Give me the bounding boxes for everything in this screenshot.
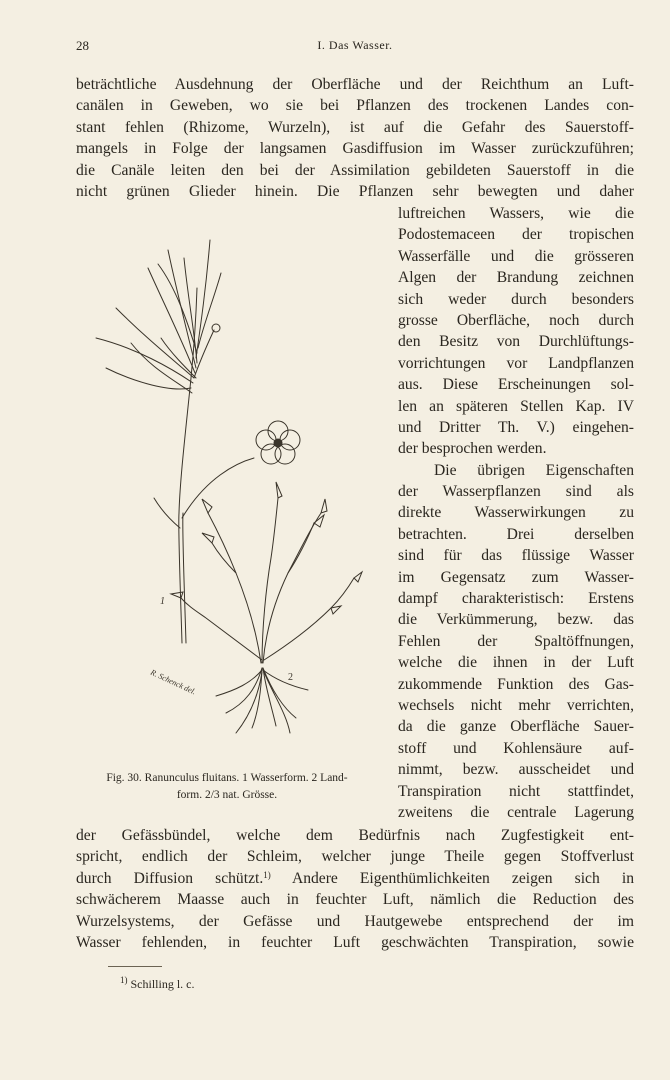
- footnote-marker: 1): [120, 975, 128, 985]
- text-line: Wurzelsystems, der Gefässe und Hautgewebe entsprechend der im: [76, 912, 634, 930]
- page-header: [76, 38, 634, 58]
- text-line: welche die ihnen in der Luft: [398, 654, 634, 672]
- text-line: sind für das flüssige Wasser: [398, 547, 634, 565]
- text-line: Wasserfälle und die grösseren: [398, 247, 634, 265]
- figure-label-2: 2: [288, 672, 293, 683]
- footnote-divider: [108, 966, 162, 967]
- top-paragraph: [76, 74, 634, 202]
- caption-line: form. 2/3 nat. Grösse.: [176, 789, 278, 801]
- text-line: den Besitz von Durchlüftungs-: [398, 333, 634, 351]
- text-line: die Verkümmerung, bezw. das: [398, 611, 634, 629]
- artist-signature: R. Schenck del.: [149, 667, 198, 697]
- text-line: der Wasserpflanzen sind als: [398, 483, 634, 501]
- text-line: nimmt, bezw. ausscheidet und: [398, 761, 634, 779]
- text-line: wechsels nicht mehr verrichten,: [398, 696, 634, 714]
- text-line: grosse Oberfläche, noch durch: [398, 311, 634, 329]
- page-number: 28: [76, 38, 89, 53]
- text-segment: durch Diffusion schützt.: [76, 869, 264, 887]
- text-line: sich weder durch besonders: [398, 290, 634, 308]
- figure-ranunculus: [76, 228, 386, 758]
- text-line: mangels in Folge der langsamen Gasdiffusion im Wasser zurückzuführen;: [76, 140, 634, 158]
- text-line: und Dritter Th. V.) eingehen-: [398, 418, 634, 436]
- text-line: vorrichtungen vor Landpflanzen: [398, 354, 634, 372]
- text-line: dampf charakteristisch: Erstens: [398, 590, 634, 608]
- text-line: der Gefässbündel, welche dem Bedürfnis nach Zugfestigkeit ent-: [76, 827, 634, 844]
- text-line: Algen der Brandung zeichnen: [398, 269, 634, 287]
- bottom-paragraph: [76, 825, 634, 953]
- footnote-reference[interactable]: 1): [263, 869, 271, 880]
- footnote-text: Schilling l. c.: [130, 977, 195, 991]
- text-line: der besprochen werden.: [398, 440, 547, 458]
- text-line: schwächerem Maasse auch in feuchter Luft, nämlich die Reduction des: [76, 891, 634, 909]
- text-segment: Andere Eigenthümlichkeiten zeigen sich in: [291, 869, 634, 887]
- running-head: I. Das Wasser.: [317, 38, 393, 52]
- text-line: luftreichen Wassers, wie die: [398, 205, 634, 222]
- text-line: nicht grünen Glieder hinein. Die Pflanzen sehr bewegten und daher: [76, 182, 634, 200]
- text-line: Fehlen der Spaltöffnungen,: [398, 632, 634, 650]
- text-line: Wasser fehlenden, in feuchter Luft geschwächten Transpiration, sowie: [76, 933, 634, 951]
- text-line: canälen in Geweben, wo sie bei Pflanzen des trockenen Landes con-: [76, 97, 634, 115]
- right-column-text: [398, 203, 634, 823]
- text-line: spricht, endlich der Schleim, welcher junge Theile gegen Stoffverlust: [76, 848, 634, 866]
- text-line: betrachten. Drei derselben: [398, 525, 634, 543]
- caption-line: Fig. 30. Ranunculus fluitans. 1 Wasserform. 2 Land-: [106, 772, 348, 784]
- text-line: Transpiration nicht stattfindet,: [398, 782, 634, 800]
- text-line: len an späteren Stellen Kap. IV: [398, 397, 634, 415]
- text-line: stant fehlen (Rhizome, Wurzeln), ist auf die Gefahr des Sauerstoff-: [76, 118, 634, 136]
- text-line: Podostemaceen der tropischen: [398, 226, 634, 244]
- text-line: direkte Wasserwirkungen zu: [398, 504, 634, 522]
- text-line: Die übrigen Eigenschaften: [434, 461, 634, 479]
- text-line: im Gegensatz zum Wasser-: [398, 568, 634, 586]
- text-line: zweitens die centrale Lagerung: [398, 803, 634, 821]
- text-line: da die ganze Oberfläche Sauer-: [398, 718, 634, 736]
- figure-caption: [76, 770, 378, 804]
- botanical-illustration: [76, 228, 386, 758]
- text-line-with-footnote: [76, 868, 634, 889]
- text-line: aus. Diese Erscheinungen sol-: [398, 376, 634, 394]
- figure-label-1: 1: [160, 596, 165, 607]
- text-line: beträchtliche Ausdehnung der Oberfläche und der Reichthum an Luft-: [76, 76, 634, 93]
- text-line: stoff und Kohlensäure auf-: [398, 739, 634, 757]
- text-line: die Canäle leiten den bei der Assimilation gebildeten Sauerstoff in die: [76, 161, 634, 179]
- text-line: zukommende Funktion des Gas-: [398, 675, 634, 693]
- footnote: [120, 977, 195, 992]
